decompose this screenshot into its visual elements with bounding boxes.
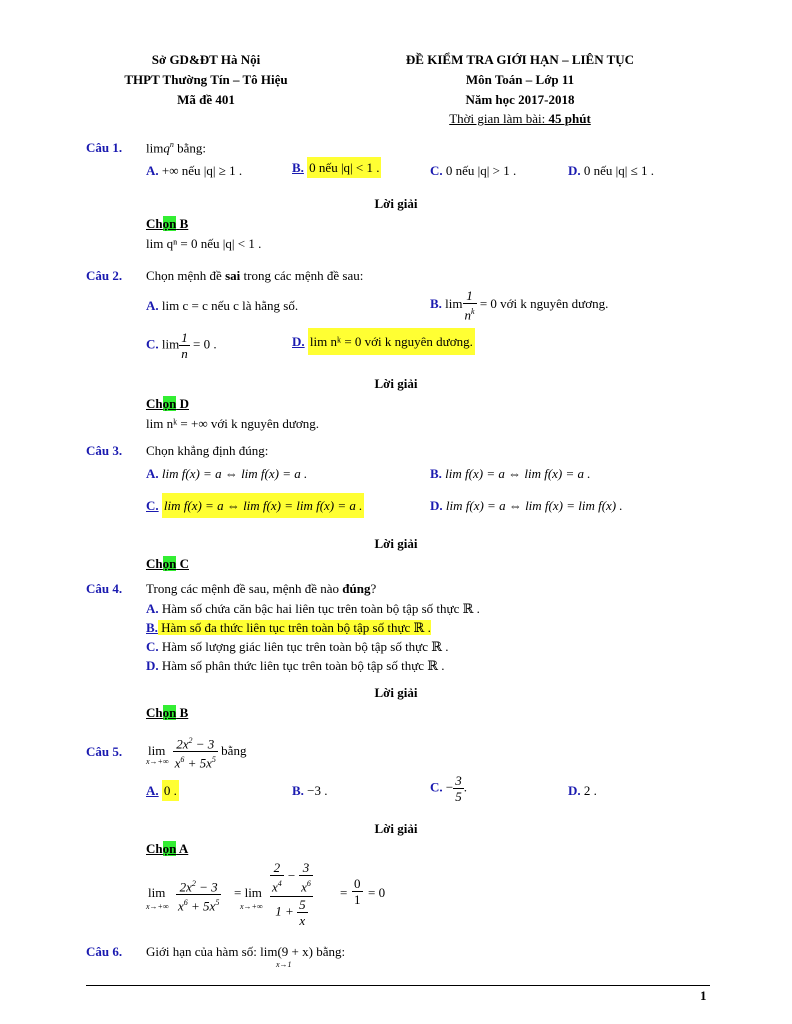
q4-option-d[interactable] (146, 658, 445, 674)
q3-option-b-letter: B. (430, 466, 442, 481)
q2-stem-pre: Chọn mệnh đề (146, 268, 226, 283)
q3-option-c[interactable] (146, 498, 364, 514)
question-2-number: Câu 2. (86, 268, 123, 283)
q2-stem-bold: sai (225, 268, 241, 283)
q3-option-a-text: lim f(x) = a ⇔ lim f(x) = a . (161, 466, 308, 481)
q2-solution-label: Lời giải (374, 376, 418, 391)
q5-option-d-text: 2 . (583, 783, 597, 798)
q5-option-b-text: −3 . (307, 783, 328, 798)
q5-answer: Chọn A (146, 841, 189, 856)
q5-option-c-letter: C. (430, 779, 443, 795)
q5-derivation: lim x→+∞ $\frac{2x^2 - 3}{x^6 + 5x^5}$ = lim x→+∞ $\frac{2}{x^4}$ − $\frac{3}{x^6}$ 1 + $\frac{5}{x}$ = $\frac{0}{1}$ = 0 (146, 860, 386, 929)
q2-option-c-letter: C. (146, 336, 159, 352)
q2-option-b-text: = 0 với k nguyên dương. (479, 296, 609, 312)
q1-explanation: lim qⁿ = 0 nếu |q| < 1 . (146, 236, 262, 251)
q4-answer: Chọn B (146, 705, 189, 720)
question-6-stem (146, 944, 345, 960)
q2-option-d-letter: D. (292, 334, 305, 349)
question-1-stem-text: bằng: (173, 140, 206, 156)
q1-option-a-letter: A. (146, 163, 159, 178)
q2-stem-post: trong các mệnh đề sau: (240, 268, 364, 283)
question-4-stem (146, 581, 376, 597)
question-3-stem: Chọn khẳng định đúng: (146, 443, 269, 458)
q3-option-d-text: lim f(x) = a ⇔ lim f(x) = lim f(x) . (445, 498, 623, 513)
q1-option-b[interactable] (292, 160, 381, 176)
q1-option-d-letter: D. (568, 163, 581, 178)
q1-option-c-text: 0 nếu |q| > 1 . (445, 163, 517, 178)
q4-option-b-text: Hàm số đa thức liên tục trên toàn bộ tập số thực ℝ . (157, 620, 431, 635)
q3-answer: Chọn C (146, 556, 189, 571)
q2-option-b[interactable]: B. lim $\frac{1}{n^k}$ = 0 với k nguyên dương. (430, 288, 609, 323)
question-5-stem-text: bằng (221, 742, 247, 758)
q4-option-b[interactable] (146, 620, 431, 636)
q1-option-a[interactable] (146, 163, 242, 179)
school-name: THPT Thường Tín – Tô Hiệu (124, 72, 288, 87)
q4-option-b-letter: B. (146, 620, 158, 635)
q2-option-d[interactable] (292, 334, 475, 350)
q2-option-b-letter: B. (430, 296, 442, 312)
q3-solution-label: Lời giải (374, 536, 418, 551)
q1-option-b-letter: B. (292, 160, 304, 175)
q4-option-d-letter: D. (146, 658, 159, 673)
q1-option-a-text: +∞ nếu |q| ≥ 1 . (161, 163, 243, 178)
q5-option-b[interactable] (292, 783, 328, 799)
q6-stem-pre: Giới hạn của hàm số: (146, 944, 261, 959)
q4-stem-pre: Trong các mệnh đề sau, mệnh đề nào (146, 581, 343, 596)
question-3-number: Câu 3. (86, 443, 123, 458)
question-5-stem: lim x→+∞ $\frac{2x^2 - 3}{x^6 + 5x^5}$ bằng (148, 733, 246, 771)
school-year: Năm học 2017-2018 (465, 92, 575, 107)
q2-option-a-letter: A. (146, 298, 159, 313)
q3-option-a-letter: A. (146, 466, 159, 481)
q3-option-b-text: lim f(x) = a ⇔ lim f(x) = a . (445, 466, 591, 481)
q1-answer: Chọn B (146, 216, 189, 231)
q4-stem-bold: đúng (342, 581, 371, 596)
q4-option-c[interactable] (146, 639, 449, 655)
question-5-number: Câu 5. (86, 744, 123, 759)
q4-option-a-letter: A. (146, 601, 159, 616)
q1-option-d-text: 0 nếu |q| ≤ 1 . (583, 163, 655, 178)
q1-option-c-letter: C. (430, 163, 443, 178)
q4-option-a-text: Hàm số chứa căn bậc hai liên tục trên toàn bộ tập số thực ℝ . (158, 601, 480, 616)
page-number: 1 (700, 988, 707, 1003)
q5-option-b-letter: B. (292, 783, 304, 798)
q4-stem-post: ? (370, 581, 377, 596)
footer-divider (86, 985, 710, 986)
q5-solution-label: Lời giải (374, 821, 418, 836)
q4-option-d-text: Hàm số phân thức liên tục trên toàn bộ tập số thực ℝ . (158, 658, 445, 673)
question-4-number: Câu 4. (86, 581, 123, 596)
question-1-stem: limq$^n$ bằng: (146, 140, 206, 156)
question-1-number: Câu 1. (86, 140, 123, 155)
q3-option-d-letter: D. (430, 498, 443, 513)
q6-stem-math: lim(9 + x) (260, 944, 313, 959)
q6-limit-subscript: x→1 (276, 960, 292, 969)
q1-solution-label: Lời giải (374, 196, 418, 211)
q5-option-a-text: 0 . (162, 780, 179, 801)
q1-option-c[interactable] (430, 163, 516, 179)
time-label: Thời gian làm bài: (449, 111, 549, 126)
q3-option-c-text: lim f(x) = a ⇔ lim f(x) = lim f(x) = a . (162, 493, 365, 518)
q3-option-c-letter: C. (146, 498, 159, 513)
school-department: Sở GD&ĐT Hà Nội (151, 52, 261, 67)
q2-explanation: lim nᵏ = +∞ với k nguyên dương. (146, 416, 320, 431)
q5-option-c[interactable]: C. − $\frac{3}{5}$ . (430, 773, 467, 804)
q2-answer: Chọn D (146, 396, 189, 411)
subject: Môn Toán – Lớp 11 (465, 72, 575, 87)
q2-option-a-text: lim c = c nếu c là hằng số. (161, 298, 299, 313)
time-value: 45 phút (548, 111, 591, 126)
q4-option-c-letter: C. (146, 639, 159, 654)
q5-option-d-letter: D. (568, 783, 581, 798)
time-limit (380, 111, 660, 127)
q5-option-d[interactable] (568, 783, 597, 799)
q1-option-d[interactable] (568, 163, 654, 179)
q3-option-d[interactable] (430, 498, 623, 514)
q2-option-d-text: lim nᵏ = 0 với k nguyên dương. (308, 328, 475, 355)
question-6-number: Câu 6. (86, 944, 123, 959)
exam-code: Mã đề 401 (177, 92, 235, 107)
q2-option-c[interactable]: C. lim $\frac{1}{n}$ = 0 . (146, 330, 217, 361)
q4-solution-label: Lời giải (374, 685, 418, 700)
q6-stem-post: bằng: (312, 944, 346, 959)
exam-title: ĐỀ KIỂM TRA GIỚI HẠN – LIÊN TỤC (405, 52, 635, 67)
q3-option-a[interactable] (146, 466, 307, 482)
q2-option-a[interactable] (146, 298, 298, 314)
q5-option-a[interactable] (146, 783, 179, 799)
question-2-stem (146, 268, 363, 284)
q4-option-c-text: Hàm số lượng giác liên tục trên toàn bộ tập số thực ℝ . (158, 639, 449, 654)
q2-option-c-text: = 0 . (192, 336, 217, 352)
q3-option-b[interactable] (430, 466, 591, 482)
q5-option-a-letter: A. (146, 783, 159, 798)
q1-option-b-text: 0 nếu |q| < 1 . (307, 157, 381, 178)
q4-option-a[interactable] (146, 601, 480, 617)
